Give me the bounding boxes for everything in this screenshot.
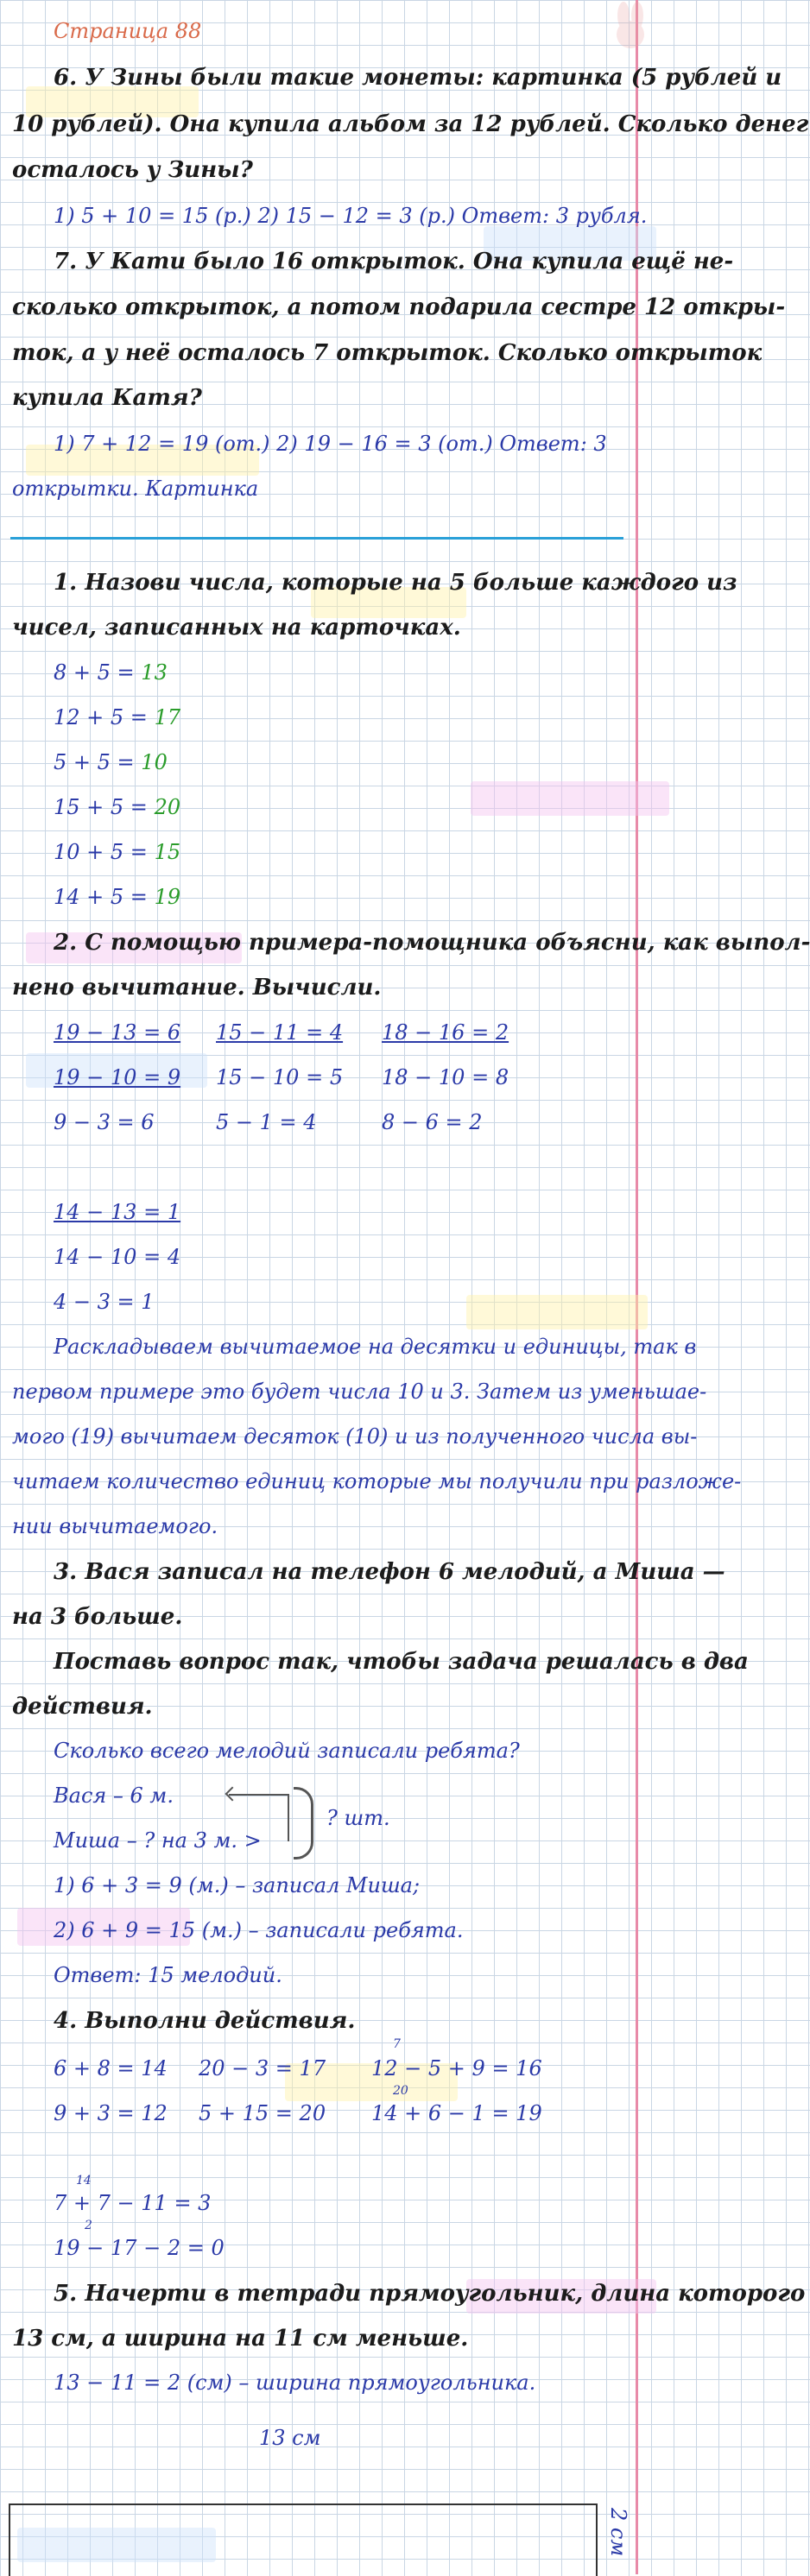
ex4-expression: 7 + 7 − 11 = 3 (54, 2191, 212, 2215)
task6-line: 6. У Зины были такие монеты: картинка (5 рублей и (54, 65, 782, 91)
ex2-expression: 15 − 11 = 4 (216, 1020, 344, 1045)
ex3-solution: 2) 6 + 9 = 15 (м.) – записали ребята. (54, 1918, 464, 1942)
ex2-expression: 14 − 10 = 4 (54, 1245, 181, 1269)
ex2-expression: 14 − 13 = 1 (54, 1200, 181, 1224)
ex3-question: Сколько всего мелодий записали ребята? (54, 1739, 520, 1763)
ex4-expression: 14 + 6 − 1 = 19 (371, 2101, 542, 2125)
ex3-line: 3. Вася записал на телефон 6 мелодий, а Миша — (54, 1559, 725, 1585)
task6-line: осталось у Зины? (12, 157, 253, 183)
ex2-expression: 15 − 10 = 5 (216, 1065, 344, 1089)
ex2-explanation: мого (19) вычитаем десяток (10) и из полученного числа вы- (12, 1424, 698, 1449)
ex4-expression: 12 − 5 + 9 = 16 (371, 2056, 542, 2080)
task7-line: купила Катя? (12, 385, 202, 411)
brace-icon (294, 1787, 313, 1859)
ex2-expression: 4 − 3 = 1 (54, 1290, 155, 1314)
ex4-note: 2 (85, 2219, 92, 2232)
ex3-solution: 1) 6 + 3 = 9 (м.) – записал Миша; (54, 1873, 421, 1897)
task7-line: 7. У Кати было 16 открыток. Она купила ещё не- (54, 249, 734, 275)
task7-answer: открытки. Картинка (12, 477, 259, 501)
task7-line: сколько открыток, а потом подарила сестре 12 откры- (12, 294, 786, 320)
ex4-expression: 6 + 8 = 14 (54, 2056, 168, 2080)
ex1-row: 15 + 5 = 20 (54, 795, 181, 819)
task6-answer: 1) 5 + 10 = 15 (р.) 2) 15 − 12 = 3 (р.) Ответ: 3 рубля. (54, 204, 648, 228)
ex1-row: 10 + 5 = 15 (54, 840, 181, 864)
ex4-expression: 9 + 3 = 12 (54, 2101, 168, 2125)
ex4-expression: 5 + 15 = 20 (199, 2101, 326, 2125)
watermark (466, 1295, 648, 1329)
ex3-total: ? шт. (326, 1806, 390, 1830)
ex5-line: 5. Начерти в тетради прямоугольник, длина которого (54, 2281, 806, 2307)
ex5-solution: 13 − 11 = 2 (см) – ширина прямоугольника. (54, 2371, 536, 2395)
ex3-vasya: Вася – 6 м. (54, 1784, 174, 1808)
ex2-explanation: читаем количество единиц которые мы получили при разложе- (12, 1469, 742, 1493)
rect-length-label: 13 см (259, 2426, 321, 2450)
ex2-explanation: первом примере это будет числа 10 и 3. Затем из уменьшае- (12, 1380, 707, 1404)
ex2-expression: 8 − 6 = 2 (382, 1110, 483, 1134)
task7-line: ток, а у неё осталось 7 открыток. Сколько открыток (12, 340, 763, 366)
ex4-note: 20 (393, 2084, 408, 2098)
task6-line: 10 рублей). Она купила альбом за 12 рублей. Сколько денег (12, 111, 809, 137)
ex1-row: 12 + 5 = 17 (54, 705, 181, 729)
notebook-margin-line (636, 0, 638, 2574)
bunny-logo-icon (604, 0, 656, 52)
ex1-row: 5 + 5 = 10 (54, 750, 168, 774)
ex1-row: 14 + 5 = 19 (54, 885, 181, 909)
ex3-misha: Миша – ? на 3 м. > (54, 1828, 262, 1853)
ex2-expression: 18 − 16 = 2 (382, 1020, 509, 1045)
ex2-expression: 5 − 1 = 4 (216, 1110, 317, 1134)
ex4-title: 4. Выполни действия. (54, 2008, 356, 2034)
ex2-explanation: Раскладываем вычитаемое на десятки и единицы, так в (54, 1335, 697, 1359)
arrow-icon (229, 1794, 289, 1796)
ex4-expression: 19 − 17 − 2 = 0 (54, 2236, 225, 2260)
ex1-row: 8 + 5 = 13 (54, 660, 168, 685)
ex2-expression: 9 − 3 = 6 (54, 1110, 155, 1134)
ex4-expression: 20 − 3 = 17 (199, 2056, 326, 2080)
ex2-line: 2. С помощью примера-помощника объясни, как выпол- (54, 930, 810, 956)
task7-answer: 1) 7 + 12 = 19 (от.) 2) 19 − 16 = 3 (от.) Ответ: 3 (54, 432, 607, 456)
ex3-line: на 3 больше. (12, 1604, 183, 1630)
ex3-line: Поставь вопрос так, чтобы задача решалась в два (54, 1649, 749, 1675)
rect-width-label: 2 см (606, 2508, 630, 2557)
drawn-rectangle (9, 2503, 598, 2576)
ex5-line: 13 см, а ширина на 11 см меньше. (12, 2326, 469, 2352)
ex2-explanation: нии вычитаемого. (12, 1514, 218, 1538)
ex1-line: 1. Назови числа, которые на 5 больше каждого из (54, 570, 737, 596)
watermark (471, 781, 669, 816)
ex4-note: 14 (76, 2174, 92, 2188)
ex2-line: нено вычитание. Вычисли. (12, 975, 382, 1001)
arrow-line (288, 1794, 289, 1841)
section-divider (10, 537, 623, 540)
ex1-line: чисел, записанных на карточках. (12, 615, 461, 641)
ex3-answer: Ответ: 15 мелодий. (54, 1963, 282, 1987)
ex2-expression: 19 − 10 = 9 (54, 1065, 181, 1089)
ex4-note: 7 (393, 2037, 401, 2051)
ex2-expression: 18 − 10 = 8 (382, 1065, 509, 1089)
ex3-line: действия. (12, 1694, 153, 1720)
page-title: Страница 88 (54, 19, 202, 43)
ex2-expression: 19 − 13 = 6 (54, 1020, 181, 1045)
